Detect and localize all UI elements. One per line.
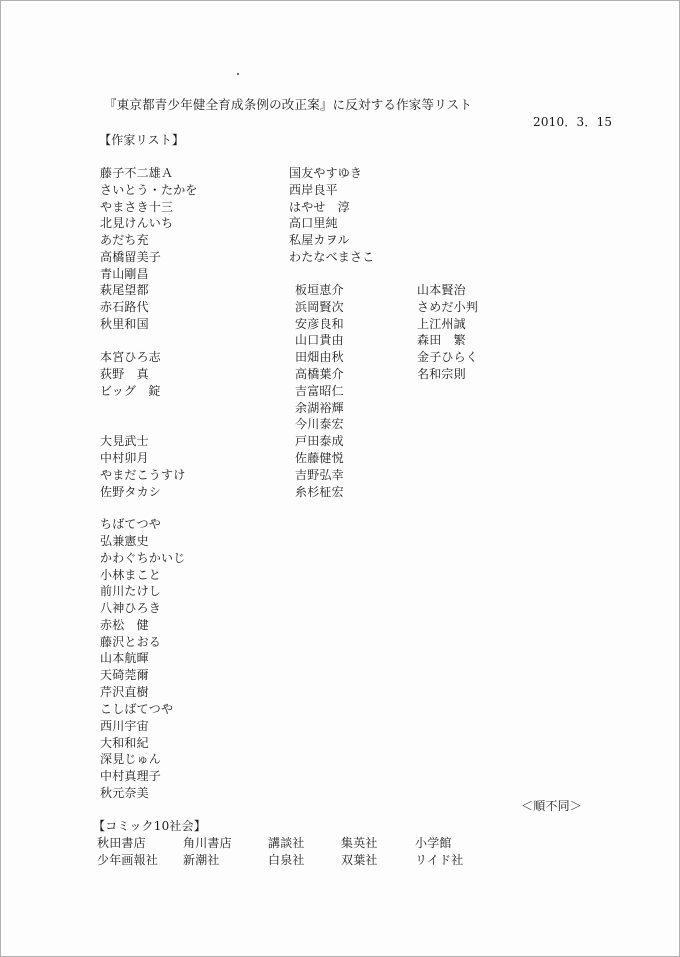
author-name: 名和宗則 — [417, 367, 466, 381]
author-name: 本宮ひろ志 — [100, 350, 162, 364]
author-name: 西岸良平 — [289, 183, 338, 197]
author-name: 佐野タカシ — [100, 485, 162, 499]
publisher-name: 集英社 — [341, 836, 378, 850]
author-name: 北見けんいち — [100, 216, 174, 230]
document-title: 『東京都青少年健全育成条例の改正案』に反対する作家等リスト — [104, 97, 473, 112]
author-name: さいとう・たかを — [100, 183, 198, 197]
author-name: 芹沢直樹 — [100, 685, 149, 699]
publisher-name: 秋田書店 — [97, 836, 146, 850]
author-name: 大見武士 — [100, 434, 149, 448]
order-note: ＜順不同＞ — [521, 799, 583, 813]
author-name: わたなべまさこ — [289, 250, 375, 264]
author-name: やまさき十三 — [100, 200, 174, 214]
author-name: 余湖裕輝 — [295, 401, 344, 415]
author-name: 安彦良和 — [295, 317, 344, 331]
publisher-name: 講談社 — [268, 836, 305, 850]
publisher-name: 小学館 — [415, 836, 452, 850]
section-header-authors: 【作家リスト】 — [99, 133, 185, 147]
author-name: 国友やすゆき — [289, 166, 363, 180]
document-date: 2010．3．15 — [533, 115, 613, 129]
author-name: 私屋カヲル — [289, 233, 350, 247]
author-name: 前川たけし — [100, 584, 162, 598]
author-name: 赤石路代 — [100, 300, 149, 314]
author-name: 田畑由秋 — [295, 350, 344, 364]
author-name: 藤子不二雄Ａ — [100, 166, 174, 180]
author-name: 戸田泰成 — [295, 434, 344, 448]
author-name: 吉野弘幸 — [295, 468, 344, 482]
author-name: 弘兼憲史 — [100, 534, 149, 548]
author-name: 荻野 真 — [100, 367, 149, 381]
author-name: 萩尾望都 — [100, 283, 149, 297]
author-name: 西川宇宙 — [100, 719, 149, 733]
author-name: あだち充 — [100, 233, 149, 247]
author-name: 秋元奈美 — [100, 786, 149, 800]
author-name: 中村卯月 — [100, 451, 149, 465]
author-name: かわぐちかいじ — [100, 551, 186, 565]
author-name: ビッグ 錠 — [100, 384, 161, 398]
author-name: 中村真理子 — [100, 769, 162, 783]
author-name: 高橋葉介 — [295, 367, 344, 381]
author-name: 上江州誠 — [417, 317, 466, 331]
author-name: やまだこうすけ — [100, 468, 186, 482]
author-name: 金子ひらく — [417, 350, 479, 364]
author-name: 浜岡賢次 — [295, 300, 344, 314]
author-name: 八神ひろき — [100, 601, 162, 615]
publisher-name: 新潮社 — [183, 853, 220, 867]
publisher-name: 角川書店 — [183, 836, 232, 850]
publisher-name: リイド社 — [415, 853, 464, 867]
author-name: 森田 繁 — [417, 333, 466, 347]
author-name: 今川泰宏 — [295, 417, 344, 431]
author-name: ちばてつや — [100, 517, 162, 531]
author-name: 高橋留美子 — [100, 250, 162, 264]
author-name: 糸杉柾宏 — [295, 485, 344, 499]
author-name: 佐藤健悦 — [295, 451, 344, 465]
publisher-name: 白泉社 — [268, 853, 305, 867]
author-name: 山口貴由 — [295, 333, 344, 347]
author-name: 山本航暉 — [100, 651, 149, 665]
section-header-publishers: 【コミック10社会】 — [93, 819, 207, 833]
author-name: 小林まこと — [100, 568, 162, 582]
author-name: 秋里和国 — [100, 317, 149, 331]
author-name: 大和和紀 — [100, 736, 149, 750]
publisher-name: 双葉社 — [341, 853, 378, 867]
author-name: 高口里純 — [289, 216, 338, 230]
author-name: 天碕莞爾 — [100, 668, 149, 682]
author-name: 吉富昭仁 — [295, 384, 344, 398]
author-name: 赤松 健 — [100, 618, 149, 632]
author-name: はやせ 淳 — [289, 200, 351, 214]
author-name: 板垣恵介 — [295, 283, 344, 297]
author-name: 深見じゅん — [100, 752, 162, 766]
author-name: 山本賢治 — [417, 283, 466, 297]
author-name: 青山剛昌 — [100, 267, 149, 281]
publisher-name: 少年画報社 — [97, 853, 159, 867]
author-name: 藤沢とおる — [100, 635, 162, 649]
scan-speck — [237, 73, 239, 75]
author-name: さめだ小判 — [417, 300, 479, 314]
author-name: こしばてつや — [100, 702, 174, 716]
